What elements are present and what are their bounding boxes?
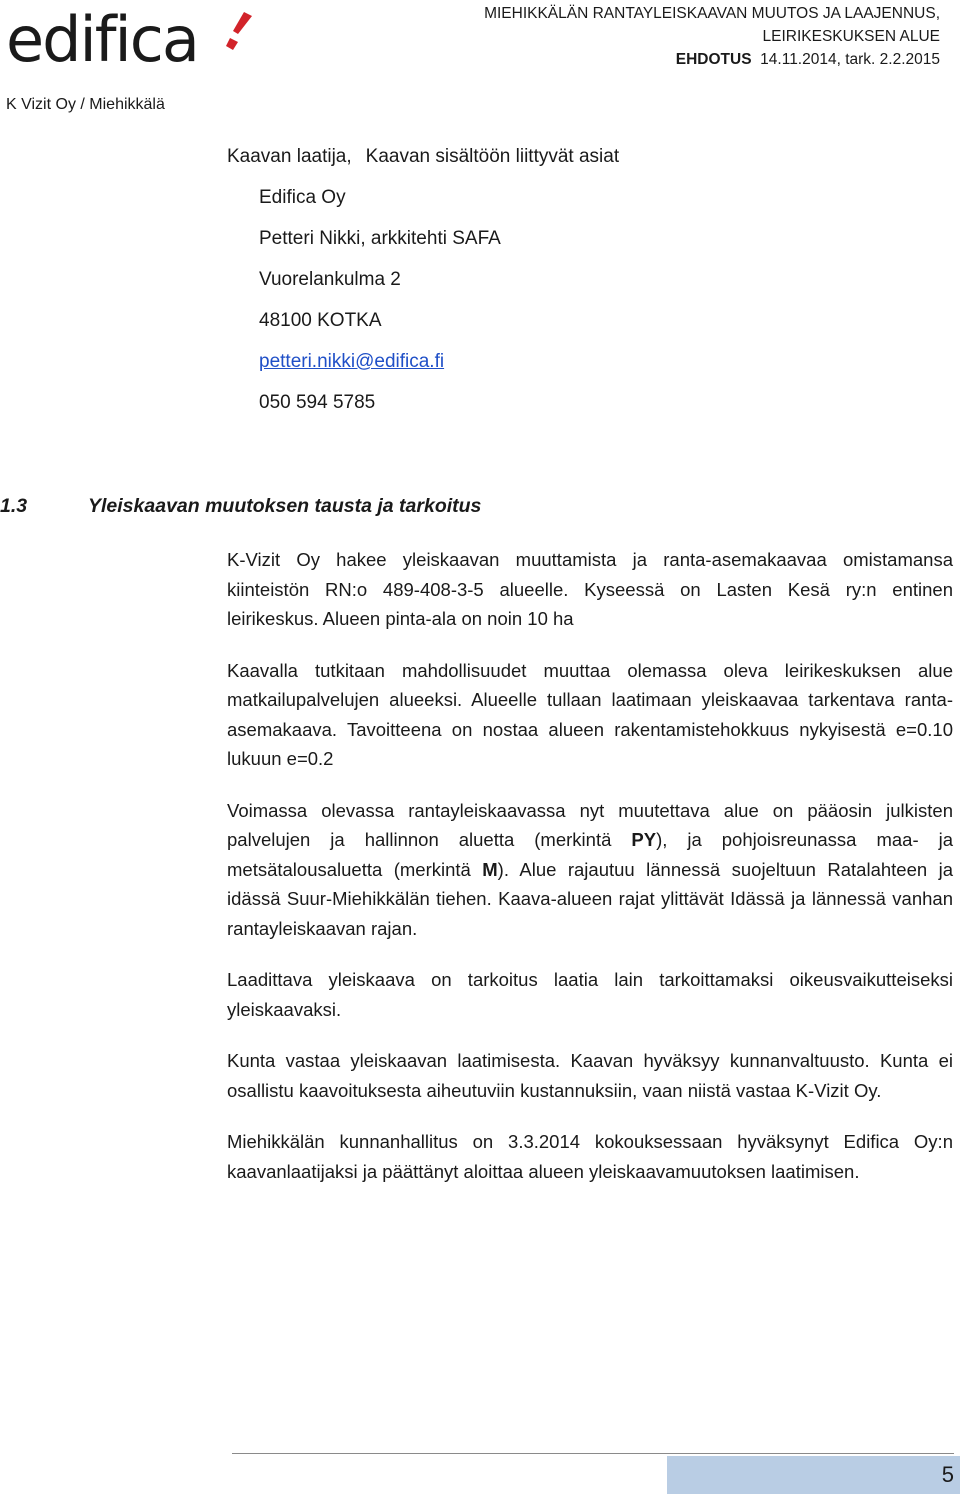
page-number-box xyxy=(667,1456,960,1494)
edifica-logo xyxy=(6,4,198,76)
paragraph-4: Laadittava yleiskaava on tarkoitus laatia lain tarkoittamaksi oikeusvaikutteiseksi yleiskaavaksi. xyxy=(227,969,953,1020)
contact-label-2: Kaavan sisältöön liittyvät asiat xyxy=(365,146,620,167)
body-text xyxy=(227,545,953,1208)
contact-label: Kaavan laatija, xyxy=(227,146,352,167)
section-heading xyxy=(0,495,481,518)
contact-label-row xyxy=(227,146,619,187)
header-status xyxy=(484,48,940,71)
document-header xyxy=(484,2,940,71)
status-label: EHDOTUS xyxy=(675,51,752,68)
code-py: PY xyxy=(631,829,657,850)
contact-email-row xyxy=(227,351,619,392)
header-title-line2: LEIRIKESKUKSEN ALUE xyxy=(762,28,940,45)
paragraph-5: Kunta vastaa yleiskaavan laatimisesta. Kaavan hyväksyy kunnanvaltuusto. Kunta ei osallistu kaavoituksesta aiheutuviin kustannuksiin, vaan niistä vastaa K-Vizit Oy. xyxy=(227,1050,953,1101)
paragraph-6: Miehikkälän kunnanhallitus on 3.3.2014 kokouksessaan hyväksynyt Edifica Oy:n kaavanlaatijaksi ja päättänyt aloittaa alueen yleiskaavamuutoksen laatimisen. xyxy=(227,1131,953,1182)
contact-block xyxy=(227,146,619,433)
paragraph-2: Kaavalla tutkitaan mahdollisuudet muuttaa olemassa oleva leirikeskuksen alue matkailupalvelujen alueeksi. Alueelle tullaan laatimaan yleiskaavaa tarkentava ranta-asemakaava. Tavoitteena on nostaa alueen rakentamistehokkuus nykyisestä e=0.10 lukuun e=0.2 xyxy=(227,659,953,769)
contact-person: Petteri Nikki, arkkitehti SAFA xyxy=(259,228,501,249)
contact-company: Edifica Oy xyxy=(259,187,346,208)
status-dates: 14.11.2014, tark. 2.2.2015 xyxy=(760,51,940,68)
logo-wordmark: edifica xyxy=(6,3,198,76)
contact-city: 48100 KOTKA xyxy=(259,310,382,331)
section-number: 1.3 xyxy=(0,495,28,517)
paragraph-1: K-Vizit Oy hakee yleiskaavan muuttamista ja ranta-asemakaavaa omistamansa kiinteistön RN:o 489-408-3-5 alueelle. Kyseessä on Lasten Kesä ry:n entinen leirikeskus. Alueen pinta-ala on noin 10 ha xyxy=(227,549,953,629)
code-m: M xyxy=(482,858,498,880)
header-title-line1: MIEHIKKÄLÄN RANTAYLEISKAAVAN MUUTOS JA LAAJENNUS, xyxy=(484,5,940,22)
section-title: Yleiskaavan muutoksen tausta ja tarkoitus xyxy=(88,495,482,517)
logo-accent-mark xyxy=(224,12,254,50)
contact-email-link[interactable]: petteri.nikki@edifica.fi xyxy=(259,351,445,372)
contact-street: Vuorelankulma 2 xyxy=(259,269,401,290)
contact-phone: 050 594 5785 xyxy=(259,392,376,413)
page-number: 5 xyxy=(941,1462,954,1487)
paragraph-3: Voimassa olevassa rantayleiskaavassa nyt muutettava alue on pääosin julkisten palvelujen ja hallinnon aluetta (merkintä PY), ja pohjoisreunassa maa- ja metsätalousaluetta (merkintä M). Alue rajautuu lännessä suojeltuun Ratalahteen ja idässä Suur-Miehikkälän tiehen. Kaava-alueen rajat ylittävät Idässä ja lännessä vanhan rantayleiskaavan rajan. xyxy=(227,799,953,939)
footer-divider xyxy=(232,1453,954,1454)
company-name: K Vizit Oy / Miehikkälä xyxy=(6,96,165,113)
